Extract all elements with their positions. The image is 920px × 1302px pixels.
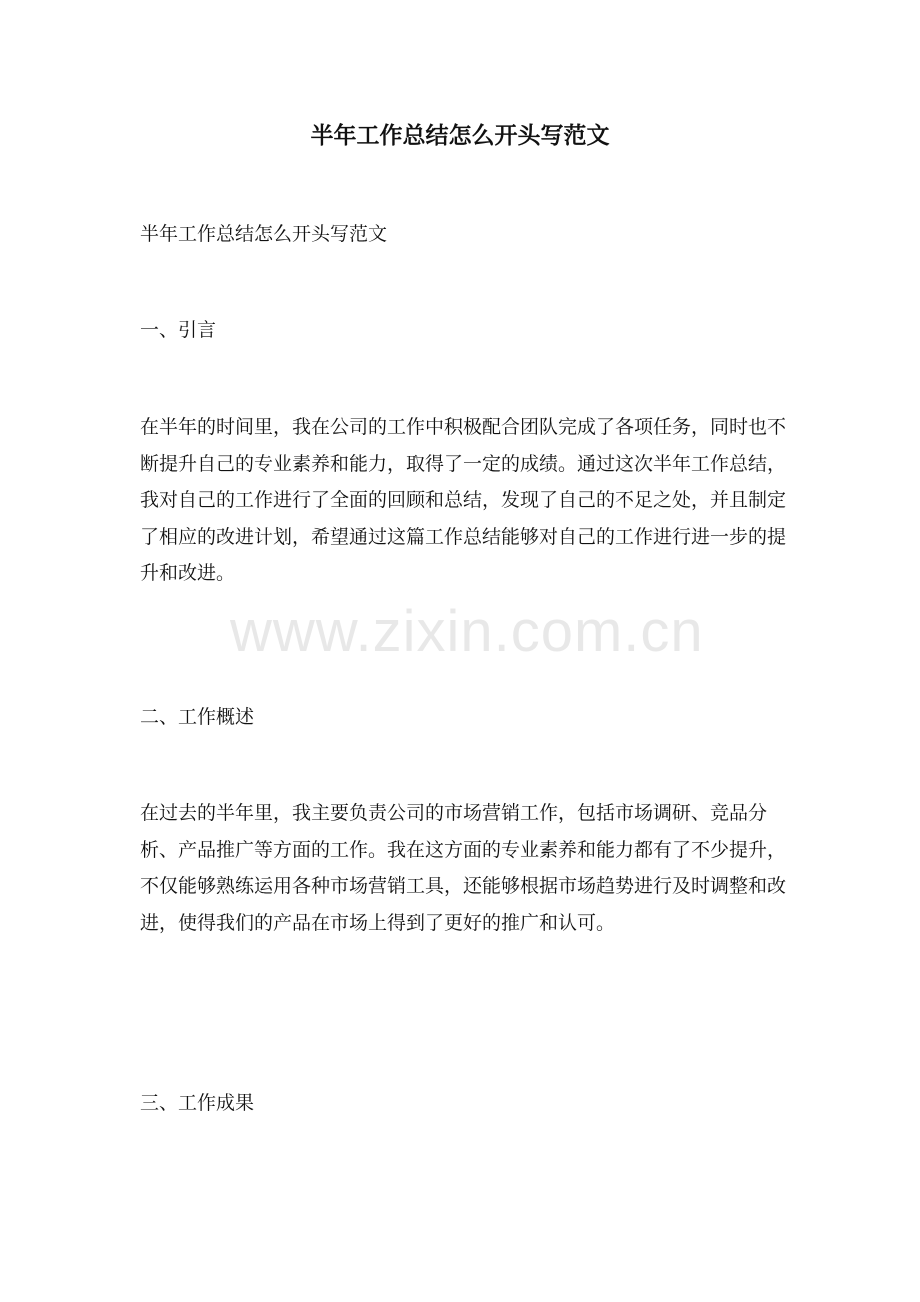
section-heading-overview: 二、工作概述: [140, 706, 255, 728]
watermark: www.zixin.com.cn: [230, 599, 704, 664]
section-heading-results: 三、工作成果: [140, 1092, 255, 1114]
document-title: 半年工作总结怎么开头写范文: [310, 122, 610, 149]
document-subtitle: 半年工作总结怎么开头写范文: [140, 223, 388, 245]
section-body-intro: 在半年的时间里，我在公司的工作中积极配合团队完成了各项任务，同时也不断提升自己的专业素养和能力，取得了一定的成绩。通过这次半年工作总结，我对自己的工作进行了全面的回顾和总结，发现了自己的不足之处，并且制定了相应的改进计划，希望通过这篇工作总结能够对自己的工作进行进一步的提升和改进。: [140, 416, 787, 585]
section-heading-intro: 一、引言: [140, 319, 217, 341]
section-body-overview: 在过去的半年里，我主要负责公司的市场营销工作，包括市场调研、竞品分析、产品推广等方面的工作。我在这方面的专业素养和能力都有了不少提升，不仅能够熟练运用各种市场营销工具，还能够根据市场趋势进行及时调整和改进，使得我们的产品在市场上得到了更好的推广和认可。: [140, 802, 787, 934]
